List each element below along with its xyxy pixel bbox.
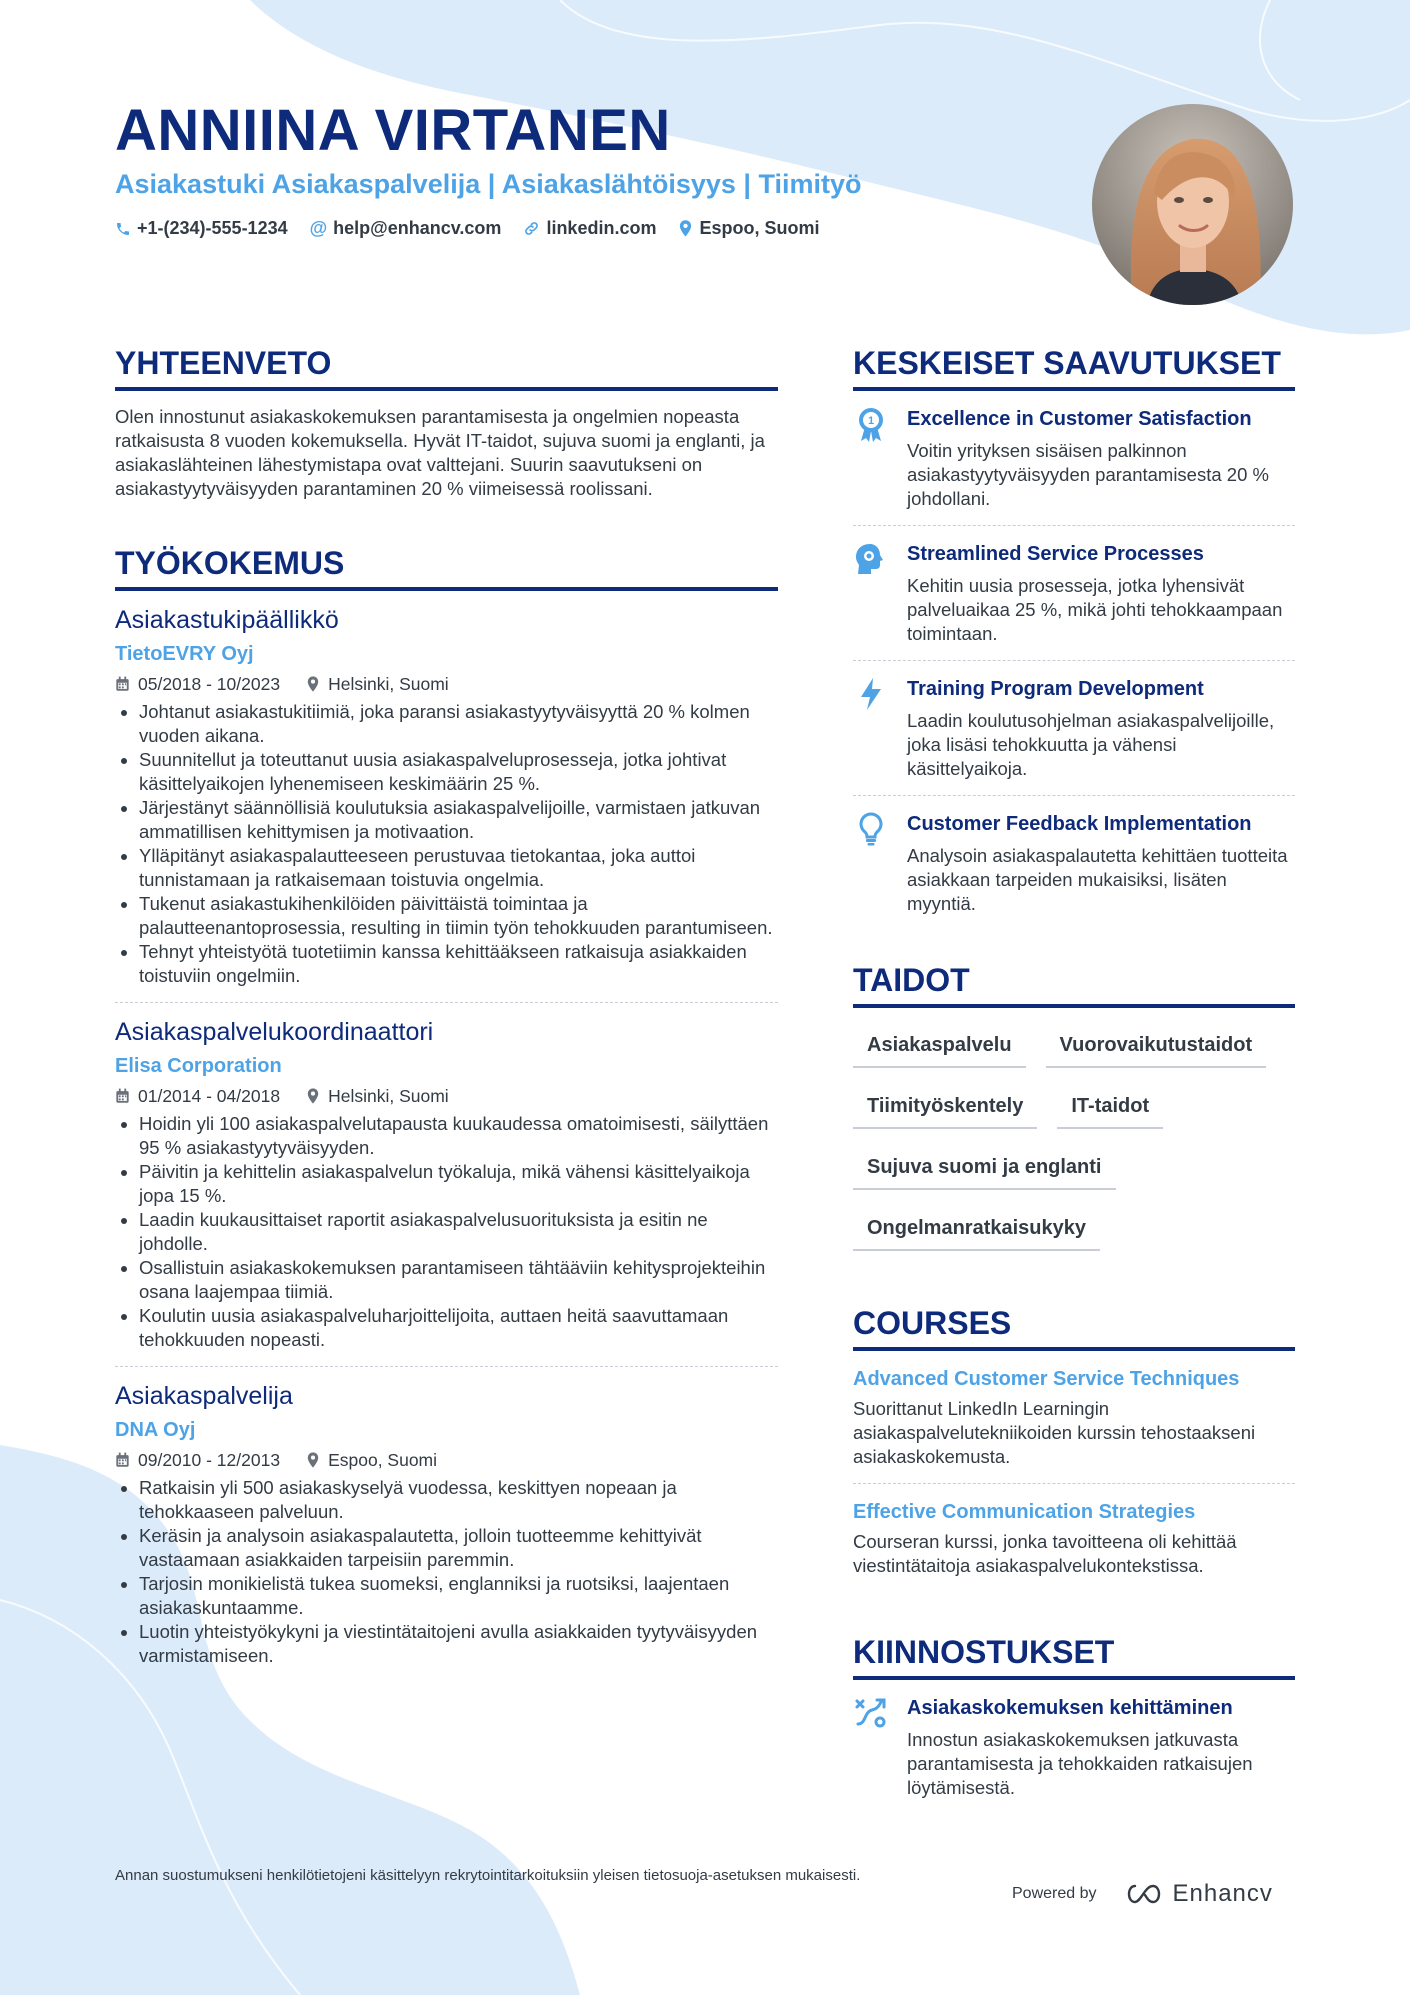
job-title: Asiakaspalvelukoordinaattori <box>115 1018 434 1046</box>
entry-divider <box>115 1366 778 1367</box>
achievement-text: Laadin koulutusohjelman asiakaspalvelijoille, joka lisäsi tehokkuutta ja vähensi käsittelyaikoja. <box>907 710 1275 779</box>
profile-photo <box>1092 104 1293 305</box>
courses-section <box>853 1303 1295 1592</box>
company-name: DNA Oyj <box>115 1419 196 1441</box>
bullet-item: • Ratkaisin yli 500 asiakaskyselyä vuodessa, keskittyen nopeaan ja tehokkaaseen palveluun. <box>139 1476 778 1524</box>
experience-section <box>115 543 778 1668</box>
contact-linkedin[interactable] <box>523 218 656 239</box>
candidate-name: ANNIINA VIRTANEN <box>115 98 671 163</box>
course-item <box>853 1351 1295 1484</box>
calendar-icon <box>115 1452 130 1468</box>
skill-tag: Ongelmanratkaisukyky <box>853 1211 1100 1251</box>
interest-text: Innostun asiakaskokemuksen jatkuvasta parantamisesta ja tehokkaiden ratkaisujen löytämisestä. <box>907 1729 1253 1798</box>
infinity-logo-icon <box>1123 1882 1167 1906</box>
achievement-text: Kehitin uusia prosesseja, jotka lyhensivät palveluaikaa 25 %, mikä johti tehokkaampaan toimintaan. <box>907 575 1283 644</box>
strategy-path-icon <box>854 1696 888 1730</box>
phone-icon <box>115 221 131 237</box>
section-divider <box>115 587 778 591</box>
interests-section <box>853 1632 1295 1814</box>
section-divider <box>115 387 778 391</box>
courses-heading: COURSES <box>853 1305 1012 1341</box>
company-name: TietoEVRY Oyj <box>115 643 254 665</box>
headline: Asiakastuki Asiakaspalvelija | Asiakaslähtöisyys | Tiimityö <box>115 169 862 199</box>
achievement-title: Customer Feedback Implementation <box>907 813 1252 835</box>
course-text: Suorittanut LinkedIn Learningin asiakaspalvelutekniikoiden kurssin tehostaakseni asiakaskokemusta. <box>853 1398 1256 1467</box>
interest-title: Asiakaskokemuksen kehittäminen <box>907 1697 1233 1719</box>
link-icon <box>523 220 540 237</box>
skill-tag: Vuorovaikutustaidot <box>1046 1028 1267 1068</box>
award-ribbon-icon <box>856 407 886 443</box>
achievement-item <box>853 391 1295 526</box>
enhancv-logo <box>1123 1880 1273 1908</box>
achievement-text: Voitin yrityksen sisäisen palkinnon asiakastyytyväisyyden parantamisesta 20 % johdollani. <box>907 440 1269 509</box>
map-pin-icon <box>306 676 320 693</box>
achievement-title: Excellence in Customer Satisfaction <box>907 408 1252 430</box>
achievement-text: Analysoin asiakaspalautetta kehittäen tuotteita asiakkaan tarpeiden mukaisiksi, lisäten myyntiä. <box>907 845 1288 914</box>
right-column <box>853 343 1295 1814</box>
contact-location <box>678 218 819 239</box>
bullet-item: • Johtanut asiakastukitiimiä, joka paransi asiakastyytyväisyyttä 20 % kolmen vuoden aikana. <box>139 700 778 748</box>
job-meta <box>115 1084 778 1108</box>
summary-text: Olen innostunut asiakaskokemuksen parantamisesta ja ongelmien nopeasta ratkaisusta 8 vuoden kokemuksella. Hyvät IT-taidot, sujuva suomi ja englanti, ja asiakaslähteinen lähestymistapa ovat valttejani. Suurin saavutukseni on asiakastyytyväisyyden parantaminen 20 % viimeisessä roolissani. <box>115 406 765 499</box>
bullet-item: • Suunnitellut ja toteuttanut uusia asiakaspalveluprosesseja, jotka johtivat käsittelyaikojen lyhenemiseen keskimäärin 25 %. <box>139 748 778 796</box>
bullet-item: • Järjestänyt säännöllisiä koulutuksia asiakaspalvelijoille, varmistaen jatkuvan ammatillisen kehittymisen ja motivaation. <box>139 796 778 844</box>
skill-tag: Sujuva suomi ja englanti <box>853 1150 1116 1190</box>
course-title: Advanced Customer Service Techniques <box>853 1368 1240 1390</box>
bullet-item: • Keräsin ja analysoin asiakaspalautetta, jolloin tuotteemme kehittyivät vastaamaan asiakkaiden tarpeisiin paremmin. <box>139 1524 778 1572</box>
skill-tag: Tiimityöskentely <box>853 1089 1037 1129</box>
left-column <box>115 343 778 1668</box>
contact-email[interactable] <box>310 218 502 239</box>
map-pin-icon <box>306 1088 320 1105</box>
gdpr-consent: Annan suostumukseni henkilötietojeni käsittelyyn rekrytointitarkoituksiin yleisen tietosuoja-asetuksen mukaisesti. <box>115 1867 861 1884</box>
map-pin-icon <box>306 1452 320 1469</box>
job-bullets <box>115 1112 778 1352</box>
brand-name: Enhancv <box>1172 1880 1273 1907</box>
linkedin-text: linkedin.com <box>546 218 657 238</box>
achievements-section <box>853 343 1295 930</box>
bullet-item: • Luotin yhteistyökykyni ja viestintätaitojeni avulla asiakkaiden tyytyväisyyden varmistamiseen. <box>139 1620 778 1668</box>
svg-text:1: 1 <box>867 415 875 427</box>
job-entry <box>115 603 778 988</box>
contact-phone[interactable] <box>115 218 288 239</box>
email-text: help@enhancv.com <box>333 218 502 238</box>
skills-heading: TAIDOT <box>853 962 970 998</box>
course-item <box>853 1484 1295 1592</box>
achievement-item <box>853 661 1295 796</box>
experience-heading: TYÖKOKEMUS <box>115 545 345 581</box>
job-title: Asiakastukipäällikkö <box>115 606 339 634</box>
head-gear-icon <box>855 542 887 576</box>
summary-section <box>115 343 778 501</box>
company-name: Elisa Corporation <box>115 1055 282 1077</box>
job-bullets <box>115 1476 778 1668</box>
bullet-item: • Hoidin yli 100 asiakaspalvelutapausta kuukaudessa omatoimisesti, säilyttäen 95 % asiakastyytyväisyyden. <box>139 1112 778 1160</box>
bullet-item: • Tehnyt yhteistyötä tuotetiimin kanssa kehittääkseen ratkaisuja asiakkaiden toistuviin ongelmiin. <box>139 940 778 988</box>
skills-list <box>853 1028 1295 1251</box>
powered-by[interactable] <box>1012 1880 1273 1908</box>
job-location: Helsinki, Suomi <box>328 674 449 694</box>
bullet-item: • Tukenut asiakastukihenkilöiden päivittäistä toimintaa ja palautteenantoprosessia, resulting in tiimin työn tehokkuuden parantumiseen. <box>139 892 778 940</box>
section-divider <box>853 1004 1295 1008</box>
contact-bar <box>115 218 819 239</box>
skill-tag: IT-taidot <box>1057 1089 1163 1129</box>
summary-heading: YHTEENVETO <box>115 345 332 381</box>
bullet-item: • Tarjosin monikielistä tukea suomeksi, englanniksi ja ruotsiksi, laajentaen asiakaskuntaamme. <box>139 1572 778 1620</box>
skills-section <box>853 960 1295 1251</box>
job-location: Espoo, Suomi <box>328 1450 438 1470</box>
bullet-item: • Koulutin uusia asiakaspalveluharjoittelijoita, auttaen heitä saavuttamaan tehokkuuden nopeasti. <box>139 1304 778 1352</box>
powered-by-label: Powered by <box>1012 1885 1097 1902</box>
achievement-title: Training Program Development <box>907 678 1204 700</box>
job-dates: 09/2010 - 12/2013 <box>138 1450 281 1470</box>
skill-tag: Asiakaspalvelu <box>853 1028 1026 1068</box>
job-meta <box>115 1448 778 1472</box>
course-title: Effective Communication Strategies <box>853 1501 1196 1523</box>
job-meta <box>115 672 778 696</box>
interest-item <box>853 1680 1295 1814</box>
bullet-item: • Laadin kuukausittaiset raportit asiakaspalvelusuorituksista ja esitin ne johdolle. <box>139 1208 778 1256</box>
phone-text: +1-(234)-555-1234 <box>137 218 288 238</box>
job-dates: 05/2018 - 10/2023 <box>138 674 281 694</box>
job-bullets <box>115 700 778 988</box>
entry-divider <box>115 1002 778 1003</box>
job-title: Asiakaspalvelija <box>115 1382 293 1410</box>
job-dates: 01/2014 - 04/2018 <box>138 1086 281 1106</box>
calendar-icon <box>115 676 130 692</box>
interests-heading: KIINNOSTUKSET <box>853 1634 1115 1670</box>
lightning-bolt-icon <box>859 677 883 711</box>
location-text: Espoo, Suomi <box>699 218 820 238</box>
calendar-icon <box>115 1088 130 1104</box>
job-entry <box>115 1015 778 1352</box>
course-text: Courseran kurssi, jonka tavoitteena oli kehittää viestintätaitoja asiakaspalvelukontekstissa. <box>853 1531 1237 1576</box>
bullet-item: • Päivitin ja kehittelin asiakaspalvelun työkaluja, mikä vähensi käsittelyaikoja jopa 15 %. <box>139 1160 778 1208</box>
job-entry <box>115 1379 778 1668</box>
lightbulb-icon <box>858 812 884 846</box>
achievement-item <box>853 796 1295 930</box>
map-pin-icon <box>678 220 693 238</box>
achievement-item <box>853 526 1295 661</box>
job-location: Helsinki, Suomi <box>328 1086 449 1106</box>
bullet-item: • Osallistuin asiakaskokemuksen parantamiseen tähtääviin kehitysprojekteihin osana laajempaa tiimiä. <box>139 1256 778 1304</box>
bullet-item: • Ylläpitänyt asiakaspalautteeseen perustuvaa tietokantaa, joka auttoi tunnistamaan ja ratkaisemaan toistuvia ongelmia. <box>139 844 778 892</box>
achievements-heading: KESKEISET SAAVUTUKSET <box>853 345 1281 381</box>
achievement-title: Streamlined Service Processes <box>907 543 1204 565</box>
at-icon: @ <box>309 218 328 238</box>
